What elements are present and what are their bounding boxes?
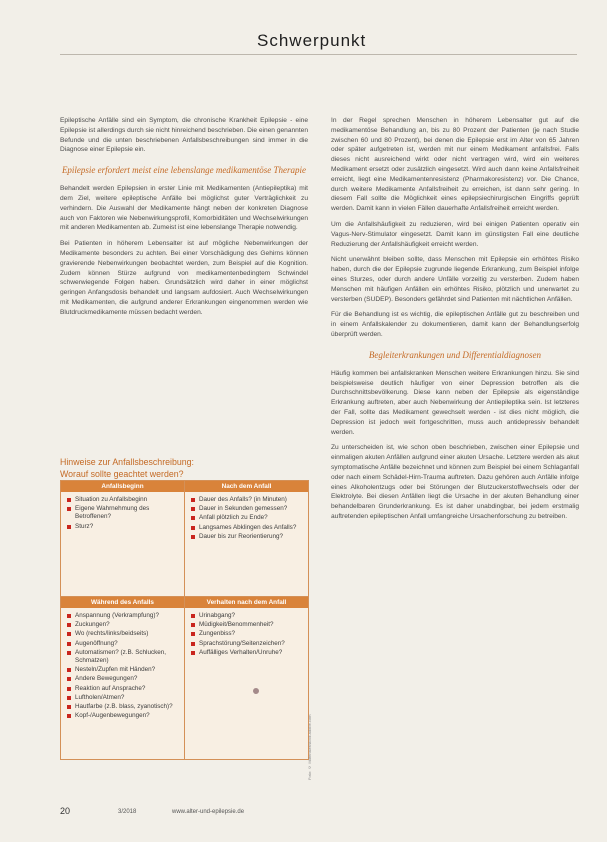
section-title: Schwerpunkt [257, 31, 367, 50]
info-box-title-line-1: Hinweise zur Anfallsbeschreibung: [60, 457, 194, 467]
decorative-dot [253, 688, 259, 694]
right-paragraph-1: In der Regel sprechen Menschen in höherem Lebensalter gut auf die medikamentöse Behandlung an, bis zu 80 Prozent der Patienten (je nach Studie zwischen 60 und 80 Prozent), bei denen die Epilepsie erst im Alter von 65 Jahren oder später aufgetreten ist, werden mit nur einem Medikament anfallsfrei. Falls dieses nicht ausreichend wirkt oder nicht vertragen wird, wird ein weiteres Medikament ersetzt oder zusätzlich eingesetzt. Wird auch dann keine Anfallsfreiheit erreicht, liegt eine Medikamentenresistenz (Pharmakoresistenz) vor. Die Chance, durch weitere Medikamente Anfallsfreiheit zu erreichen, ist dann sehr gering. In diesem Fall sollte die Möglichkeit eines epilepsiechirurgischen Eingriffs geprüft werden. Damit kann in vielen Fällen dauerhafte Anfallsfreiheit erreicht werden. [331, 117, 579, 213]
right-paragraph-3: Nicht unerwähnt bleiben sollte, dass Menschen mit Epilepsie ein erhöhtes Risiko haben, durch die der Epilepsie zugrunde liegende Erkrankung, zum Beispiel infolge eines Sturzes, oder durch andere Unfälle vorzeitig zu versterben. Zudem haben Menschen mit häufigen Anfällen ein erhöhtes Risiko, plötzlich und unerwartet zu versterben (SUDEP). Besonders gefährdet sind Patienten mit nächtlichen Anfällen. [331, 256, 579, 303]
list-item: Sturz? [67, 523, 179, 531]
info-box-title [60, 456, 308, 480]
left-paragraph-2: Behandelt werden Epilepsien in erster Linie mit Medikamenten (Antiepileptika) mit dem Ziel, weitere epileptische Anfälle bei möglichst guter Verträglichkeit zu verhindern. Die Auswahl der Medikamente hängt neben der konkreten Diagnose auch von Faktoren wie Nebenwirkungsprofil, Komorbiditäten und Wechselwirkungen mit anderen Medikamenten ab. Zumeist ist eine lebenslange Therapie notwendig. [60, 185, 308, 232]
list-item: Andere Bewegungen? [67, 675, 179, 683]
right-paragraph-2: Um die Anfallshäufigkeit zu reduzieren, wird bei einigen Patienten operativ ein Vagus-Nerv-Stimulator eingesetzt. Damit kann im günstigsten Fall eine deutliche Reduzierung der Anfallshäufigkeit erreicht werden. [331, 220, 579, 248]
list-item: Sprachstörung/Seitenzeichen? [191, 640, 303, 648]
list-item: Dauer in Sekunden gemessen? [191, 505, 303, 513]
right-paragraph-4: Für die Behandlung ist es wichtig, die epileptischen Anfälle gut zu beschreiben und in einem Anfallskalender zu dokumentieren, damit kann der Behandlungserfolg überprüft werden. [331, 311, 579, 338]
anfall-info-table [60, 480, 309, 760]
photo-credit: Foto: © Mdfenster/stock.adobe.com [307, 714, 312, 780]
list-item: Anspannung (Verkrampfung)? [67, 612, 179, 620]
section-header-verhalten-nach-dem-anfall: Verhalten nach dem Anfall [185, 597, 308, 608]
left-column [60, 116, 308, 324]
list-item: Zuckungen? [67, 621, 179, 629]
list-item: Zungenbiss? [191, 630, 303, 638]
list-item: Dauer des Anfalls? (in Minuten) [191, 496, 303, 504]
page-number: 20 [60, 806, 71, 816]
right-paragraph-6: Zu unterscheiden ist, wie schon oben beschrieben, zwischen einer Epilepsie und einmaligen akuten Anfällen aufgrund einer akuten Ursache. Letztere werden als akut symptomatische Anfälle bezeichnet und können zum Beispiel bei einem Schlaganfall oder nach einem Schädel-Hirn-Trauma auftreten. Dazu gehören auch Anfälle infolge eines Alkoholentzugs oder bei Störungen der Blutzuckerstoffwechsels oder der Elektrolyte. Bei diesen Anfällen liegt die Ursache in der akuten Behandlung einer behandelbaren Grunderkrankung. Es ist daher unabdingbar, bei jedem erstmalig auftretenden epileptischen Anfall umfangreiche Ursachenforschung zu betreiben. [331, 444, 579, 520]
section-nach-dem-anfall [185, 481, 308, 542]
header-divider [60, 54, 577, 55]
list-item: Nesteln/Zupfen mit Händen? [67, 666, 179, 674]
list-item: Wo (rechts/links/beidseits) [67, 630, 179, 638]
list-item: Eigene Wahrnehmung des Betroffenen? [67, 505, 179, 521]
list-item: Hautfarbe (z.B. blass, zyanotisch)? [67, 703, 179, 711]
info-box-title-line-2: Worauf sollte geachtet werden? [60, 469, 184, 479]
list-item: Situation zu Anfallsbeginn [67, 496, 179, 504]
list-item: Urinabgang? [191, 612, 303, 620]
right-subheading: Begleiterkrankungen und Differentialdiagnosen [368, 349, 542, 360]
list-item: Anfall plötzlich zu Ende? [191, 514, 303, 522]
right-paragraph-5: Häufig kommen bei anfallskranken Menschen weitere Erkrankungen hinzu. Sie sind beispielsweise deutlich häufiger von einer Depression betroffen als die Durchschnittsbevölkerung. Diese kann neben der Epilepsie als eigenständige Erkrankung auftreten, aber auch Nebenwirkung der Antiepileptika sein. Ist letzteres der Fall, sollte das Medikament gewechselt werden - ist dies nicht möglich, die Depression ist jedoch weit fortgeschritten, muss auch antidepressiv behandelt werden. [331, 369, 579, 436]
section-verhalten-nach-dem-anfall [185, 597, 308, 658]
section-anfallsbeginn [61, 481, 184, 532]
list-item: Luftholen/Atmen? [67, 694, 179, 702]
section-header-waehrend-des-anfalls: Während des Anfalls [61, 597, 184, 608]
left-paragraph-3: Bei Patienten in höherem Lebensalter ist auf mögliche Nebenwirkungen der Medikamente besonders zu achten. Bei einer Vorschädigung des Gehirns können gravierende Nebenwirkungen beobachtet werden, zum Beispiel auf die Kognition. Zudem können Stürze aufgrund von medikamentenbedingtem Schwindel schwerwiegende Folgen haben. Grundsätzlich wird daher in einer möglichst geringen Anfangsdosis behandelt und langsam aufdosiert. Auch Wechselwirkungen mit Medikamenten, die aufgrund anderer Erkrankungen eingenommen werden wie Blutdruckmedikamente müssen bedacht werden. [60, 240, 308, 316]
section-waehrend-des-anfalls [61, 597, 184, 721]
list-item: Automatismen? (z.B. Schlucken, Schmatzen) [67, 649, 179, 665]
list-item: Kopf-/Augenbewegungen? [67, 712, 179, 720]
right-column [331, 116, 579, 528]
left-paragraph-1: Epileptische Anfälle sind ein Symptom, die chronische Krankheit Epilepsie - eine Epilepsie ist allerdings durch sie nicht hinreichend beschrieben. Die einen genannten Befunde und die unten beschriebenen Anfallsbeschreibungen sind immer in die Diagnose einer Epilepsie ein. [60, 117, 308, 154]
list-item: Auffälliges Verhalten/Unruhe? [191, 649, 303, 657]
list-item: Müdigkeit/Benommenheit? [191, 621, 303, 629]
section-header-nach-dem-anfall: Nach dem Anfall [185, 481, 308, 492]
list-item: Augenöffnung? [67, 640, 179, 648]
website-link[interactable]: www.alter-und-epilepsie.de [172, 809, 245, 815]
issue-label: 3/2018 [118, 809, 137, 815]
left-subheading: Epilepsie erfordert meist eine lebenslange medikamentöse Therapie [61, 165, 307, 176]
list-item: Langsames Abklingen des Anfalls? [191, 524, 303, 532]
section-header-anfallsbeginn: Anfallsbeginn [61, 481, 184, 492]
list-item: Reaktion auf Ansprache? [67, 685, 179, 693]
list-item: Dauer bis zur Reorientierung? [191, 533, 303, 541]
